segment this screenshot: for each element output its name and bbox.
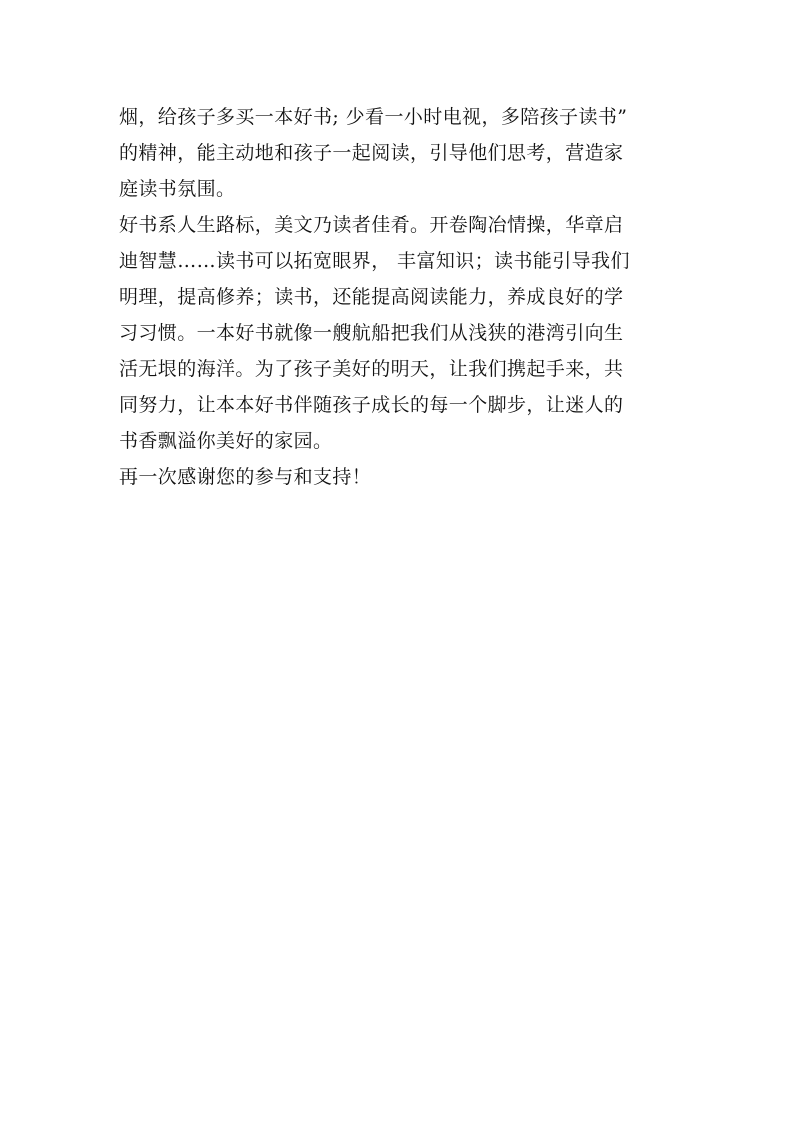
paragraph-1-line-1: 烟，给孩子多买一本好书; 少看一小时电视，多陪孩子读书” bbox=[119, 106, 628, 128]
paragraph-2-line-6: 同努力，让本本好书伴随孩子成长的每一个脚步，让迷人的 bbox=[119, 394, 624, 416]
paragraph-2-line-3: 明理，提高修养；读书，还能提高阅读能力，养成良好的学 bbox=[119, 286, 624, 308]
paragraph-1-line-3: 庭读书氛围。 bbox=[119, 178, 236, 200]
paragraph-2-line-4: 习习惯。一本好书就像一艘航船把我们从浅狭的港湾引向生 bbox=[119, 322, 624, 344]
paragraph-2-line-5: 活无垠的海洋。为了孩子美好的明天，让我们携起手来，共 bbox=[119, 358, 624, 380]
document-body bbox=[119, 99, 679, 495]
paragraph-2-line-7: 书香飘溢你美好的家园。 bbox=[119, 430, 333, 452]
paragraph-2-line-2: 迪智慧……读书可以拓宽眼界， 丰富知识；读书能引导我们 bbox=[119, 250, 630, 272]
closing-line: 再一次感谢您的参与和支持！ bbox=[119, 466, 372, 488]
paragraph-2-line-1: 好书系人生路标，美文乃读者佳肴。开卷陶冶情操，华章启 bbox=[119, 214, 624, 236]
paragraph-1-line-2: 的精神，能主动地和孩子一起阅读，引导他们思考，营造家 bbox=[119, 142, 624, 164]
